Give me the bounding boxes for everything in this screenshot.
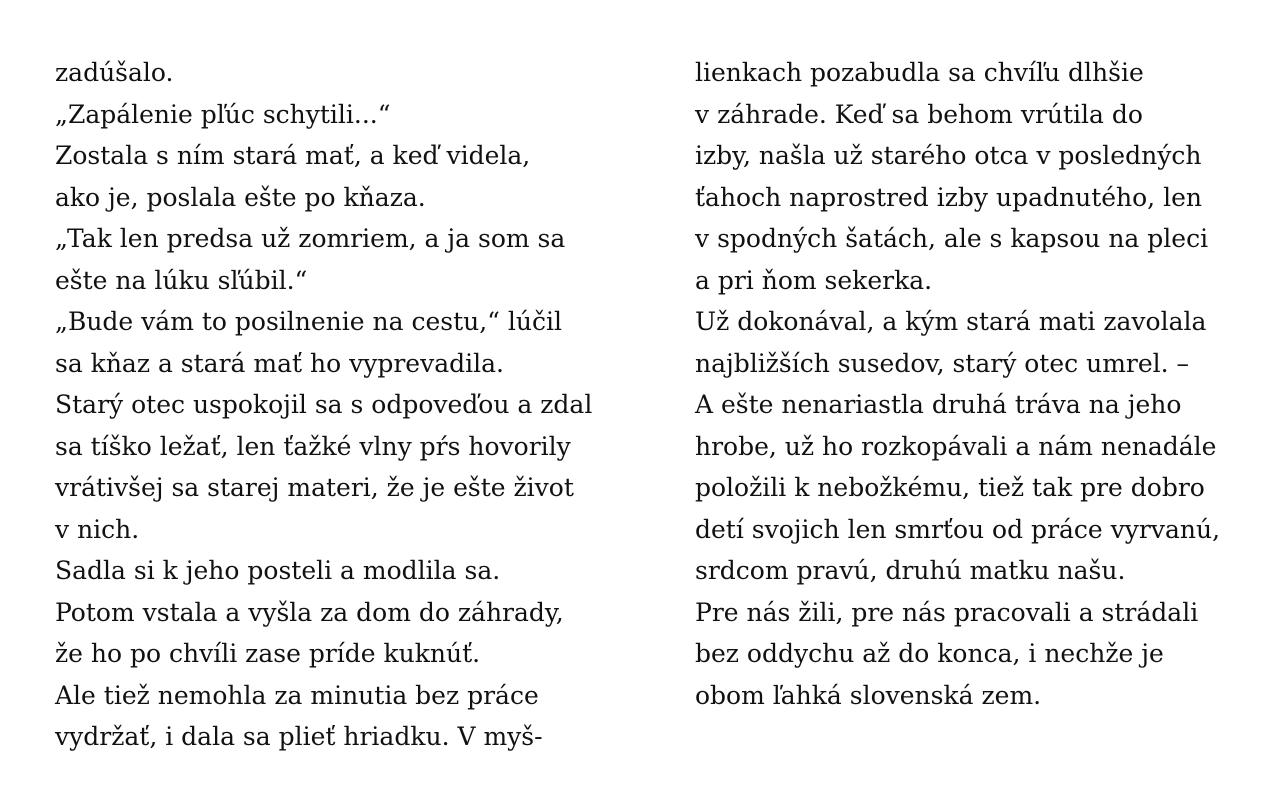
text-line: vrátivšej sa starej materi, že je ešte život [55, 473, 574, 502]
text-line: „Bude vám to posilnenie na cestu,“ lúčil [55, 307, 562, 336]
text-line: Pre nás žili, pre nás pracovali a strádali [695, 597, 1199, 627]
text-line: položili k nebožkému, tiež tak pre dobro [695, 473, 1205, 502]
text-line: a pri ňom sekerka. [695, 265, 933, 295]
text-line: izby, našla už starého otca v posledných [695, 141, 1202, 170]
text-line: zadúšalo. [55, 58, 174, 87]
text-line: ťahoch naprostred izby upadnutého, len [695, 182, 1202, 212]
text-line: Ale tiež nemohla za minutia bez práce [55, 680, 539, 710]
text-line: vydržať, i dala sa plieť hriadku. V myš- [55, 722, 543, 751]
text-line: v záhrade. Keď sa behom vrútila do [695, 99, 1143, 129]
text-line: Zostala s ním stará mať, a keď videla, [55, 141, 531, 170]
text-line: A ešte nenariastla druhá tráva na jeho [695, 390, 1182, 419]
text-line: bez oddychu až do konca, i nechže je [695, 639, 1164, 668]
text-line: srdcom pravú, druhú matku našu. [695, 556, 1126, 585]
text-line: Potom vstala a vyšla za dom do záhrady, [55, 597, 564, 627]
right-text-column [695, 52, 1265, 716]
text-line: Starý otec uspokojil sa s odpoveďou a zdal [55, 390, 593, 419]
text-line: v spodných šatách, ale s kapsou na pleci [695, 224, 1209, 253]
text-line: ešte na lúku sľúbil.“ [55, 265, 308, 295]
text-line: hrobe, už ho rozkopávali a nám nenadále [695, 431, 1217, 461]
text-line: sa kňaz a stará mať ho vyprevadila. [55, 348, 504, 378]
text-line: obom ľahká slovenská zem. [695, 680, 1042, 710]
text-line: Už dokonával, a kým stará mati zavolala [695, 307, 1207, 336]
left-text-column [55, 52, 625, 758]
text-line: detí svojich len smrťou od práce vyrvanú, [695, 514, 1221, 544]
text-line: „Tak len predsa už zomriem, a ja som sa [55, 224, 566, 253]
text-line: ako je, poslala ešte po kňaza. [55, 182, 426, 212]
text-line: sa tíško ležať, len ťažké vlny pŕs hovorily [55, 431, 571, 461]
text-line: v nich. [55, 514, 140, 544]
text-line: že ho po chvíli zase príde kuknúť. [55, 639, 481, 668]
text-line: lienkach pozabudla sa chvíľu dlhšie [695, 58, 1144, 87]
text-line: Sadla si k jeho posteli a modlila sa. [55, 556, 501, 585]
text-line: najbližších susedov, starý otec umrel. – [695, 348, 1190, 378]
text-line: „Zapálenie pľúc schytili...“ [55, 99, 391, 129]
